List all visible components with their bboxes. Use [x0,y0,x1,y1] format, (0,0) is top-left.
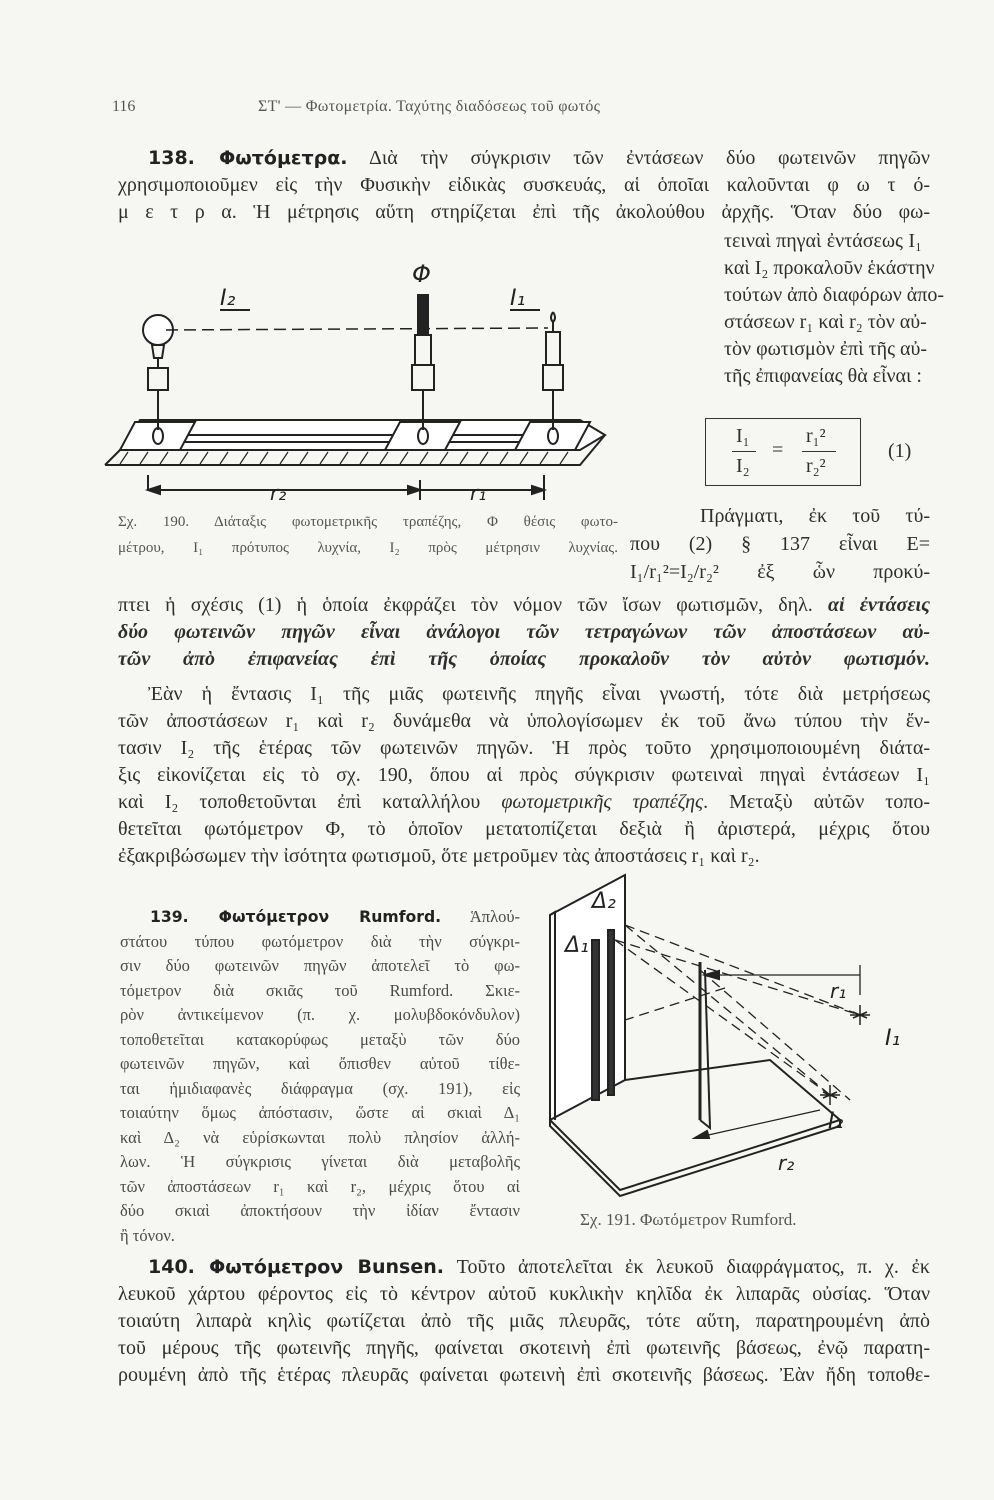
text-segment: λευκοῦ χάρτου φέροντος εἰς τὸ κέντρον αὐτοῦ κυκλικὴν κηλῖδα ἐκ λιπαρᾶς οὐσίας. Ὅταν [118,1283,930,1305]
label-distance-2: r₂ [270,481,287,505]
section-140-line [118,1363,930,1387]
section-138-side-line [724,256,935,280]
text-segment: καὶ Δ₂ νὰ εὑρίσκωνται πολὺ πλησίον ἀλλή- [120,1127,520,1147]
text-segment: Πράγματι, ἐκ τοῦ τύ- [700,505,930,527]
text-segment: καὶ I₂ τοποθετοῦνται ἐπὶ καταλλήλου [118,791,502,813]
section-139-line [120,1004,520,1026]
section-138-body-line [118,709,930,733]
section-138-body-line [118,790,930,814]
text-segment: τῆς ἐπιφανείας θὰ εἶναι : [724,365,922,387]
label-photometer: Φ [412,260,431,288]
label-distance-1: r₁ [470,481,487,505]
text-segment: τοποθετεῖται κατακορύφως μεταξὺ τῶν δύο [120,1029,520,1049]
text-segment: θετεῖται φωτόμετρον Φ, τὸ ὁποῖον μετατοπίζεται δεξιὰ ἢ ἀριστερά, μέχρις ὅτου [118,818,930,840]
equation-number: (1) [888,440,912,462]
section-140-line [118,1336,930,1360]
label-shadow-1: Δ₁ [565,933,589,958]
text-segment: τῶν ἀποστάσεων r₁ καὶ r₂, μέχρις ὅτου αἱ [120,1176,520,1196]
law-statement-line [118,620,930,644]
section-139-line [120,1102,520,1124]
section-138-side-line [724,337,928,361]
text-segment: Ἐὰν ἡ ἔντασις I₁ τῆς μιᾶς φωτεινῆς πηγῆς εἶναι γνωστή, τότε διὰ μετρήσεως [148,683,930,705]
text-segment: μέτρου, I₁ πρότυπος λυχνία, I₂ πρὸς μέτρησιν λυχνίας. [118,540,618,556]
text-segment: δύο σκιαὶ ἀποκτήσουν τὴν ἰδίαν ἔντασιν [120,1201,520,1220]
text-segment: τειναὶ πηγαὶ ἐντάσεως I₁ [724,230,922,252]
text-segment: Διὰ τὴν σύγκρισιν τῶν ἐντάσεων δύο φωτεινῶν πηγῶν [347,147,930,169]
section-heading: 140. Φωτόμετρον Bunsen. [148,1256,444,1278]
text-segment: καὶ I₂ προκαλοῦν ἑκάστην [724,257,935,279]
section-138-side-line [700,504,930,528]
text-segment: I₁/r₁²=I₂/r₂² ἐξ ὧν προκύ- [630,561,930,583]
section-heading: 139. Φωτόμετρον Rumford. [150,907,442,926]
section-138-body-line [118,817,930,841]
section-138-side-line [724,364,922,388]
section-139-line [120,931,520,953]
text-segment: πτει ἡ σχέσις (1) ἡ ὁποία ἐκφράζει τὸν νόμον τῶν ἴσων φωτισμῶν, δηλ. [118,594,828,616]
label-source-2: I₂ [828,1109,844,1134]
section-139-line [120,1176,520,1198]
text-segment: . Μεταξὺ αὐτῶν τοπο- [703,791,931,813]
text-segment: τοιαύτην ὅμως ἀπόστασιν, ὥστε αἱ σκιαὶ Δ₁ [120,1103,520,1122]
fraction-bar [802,451,836,452]
section-139-line [120,1127,520,1149]
figure-190-caption-line [118,512,618,532]
label-source-1: I₁ [510,286,526,311]
text-segment: ξις εἰκονίζεται εἰς τὸ σχ. 190, ὅπου αἱ πρὸς σύγκρισιν φωτειναὶ πηγαὶ ἐντάσεων I₁ [118,764,930,786]
section-139-line [120,1225,520,1247]
emphasized-text: δύο φωτεινῶν πηγῶν εἶναι ἀνάλογοι τῶν τετραγώνων τῶν ἀποστάσεων αὐ- [118,621,930,643]
section-140-line [148,1255,930,1279]
text-segment: χρησιμοποιοῦμεν εἰς τὴν Φυσικὴν εἰδικὰς συσκευάς, αἱ ὁποῖαι καλοῦνται φ ω τ ό- [118,174,930,196]
text-segment: φωτεινῶν πηγῶν, καὶ ὄπισθεν αὐτοῦ τίθε- [120,1054,520,1073]
text-segment: μ ε τ ρ α. Ἡ μέτρησις αὕτη στηρίζεται ἐπὶ τῆς ἀκολούθου ἀρχῆς. Ὅταν δύο φω- [118,201,930,223]
label-source-1: I₁ [885,1026,901,1051]
section-138-line [118,200,930,224]
text-segment: στάτου τύπου φωτόμετρον διὰ τὴν σύγκρι- [120,931,520,951]
section-138-side-line [630,532,930,556]
section-139-line [120,1200,520,1222]
emphasized-text: τῶν ἀπὸ ἐπιφανείας ἐπὶ τῆς ὁποίας προκαλοῦν τὸν αὐτὸν φωτισμόν. [118,648,930,670]
section-139-line [120,1053,520,1075]
label-distance-1: r₁ [830,979,847,1003]
text-segment: Τοῦτο ἀποτελεῖται ἐκ λευκοῦ διαφράγματος, π. χ. ἐκ [443,1256,930,1278]
section-138-body-line [118,736,930,760]
text-segment: τόμετρον διὰ σκιᾶς τοῦ Rumford. Σκιε- [120,980,520,1000]
formula-den-left: I₂ [736,455,750,477]
section-138-body-line [118,844,930,868]
figure-191-rumford-photometer [530,870,930,1205]
law-statement-line [118,593,930,617]
law-statement-line [118,647,930,671]
formula-num-right: r₁² [806,425,826,447]
text-segment: που (2) § 137 εἶναι E= [630,533,930,555]
figure-190-caption-line [118,538,618,558]
text-segment: τούτων ἀπὸ διαφόρων ἀπο- [724,284,945,306]
text-segment: στάσεων r₁ καὶ r₂ τὸν αὐ- [724,311,927,333]
section-138-body-line [148,682,930,706]
section-138-side-line [724,310,927,334]
figure-191-caption: Σχ. 191. Φωτόμετρον Rumford. [580,1210,797,1229]
section-140-line [118,1309,930,1333]
text-segment: Ἁπλού- [441,907,520,926]
text-segment: Σχ. 190. Διάταξις φωτομετρικῆς τραπέζης, Φ θέσις φωτο- [118,514,618,530]
text-segment: ρουμένη ἀπὸ τῆς ἑτέρας πλευρᾶς φαίνεται φωτεινὴ ἐπὶ σκοτεινῆς βάσεως. Ἐὰν ἤδη τοποθε- [118,1364,930,1386]
section-139-line [150,906,520,928]
section-140-line [118,1282,930,1306]
text-segment: ρὸν ἀντικείμενον (π. χ. μολυβδοκόνδυλον) [120,1005,520,1024]
section-139-line [120,1078,520,1100]
section-139-line [120,980,520,1002]
text-segment: ἐξακριβώσωμεν τὴν ἰσότητα φωτισμοῦ, ὅτε μετροῦμεν τὰς ἀποστάσεις r₁ καὶ r₂. [118,845,760,867]
text-segment: ται ἡμιδιαφανὲς διάφραγμα (σχ. 191), εἰς [120,1078,520,1098]
section-138-body-line [118,763,930,787]
section-138-side-line [724,229,922,253]
text-segment: τῶν ἀποστάσεων r₁ καὶ r₂ δυνάμεθα νὰ ὑπολογίσωμεν ἐκ τοῦ ἄνω τύπου τὴν ἔν- [118,710,930,732]
text-segment: τοῦ μέρους τῆς φωτεινῆς πηγῆς, φαίνεται σκοτεινὴ ἐπὶ φωτεινῆς βάσεως, ἐνῷ παρατη- [118,1337,930,1359]
text-segment: τὸν φωτισμὸν ἐπὶ τῆς αὐ- [724,338,928,360]
section-heading: 138. Φωτόμετρα. [148,147,348,169]
text-segment: λων. Ἡ σύγκρισις γίνεται διὰ μεταβολῆς [120,1152,520,1171]
formula-den-right: r₂² [806,455,826,477]
section-138-line [118,173,930,197]
text-segment: σιν δύο φωτεινῶν πηγῶν ἀποτελεῖ τὸ φω- [120,956,520,975]
formula-box [705,418,861,486]
figure-190-photometric-bench [100,250,620,505]
section-138-side-line [630,560,930,584]
section-138-side-line [724,283,945,307]
label-distance-2: r₂ [778,1151,795,1175]
fraction-bar [732,451,756,452]
text-segment: ἢ τόνον. [120,1225,175,1245]
section-139-line [120,955,520,977]
text-segment: τοιαύτη λιπαρὰ κηλὶς φωτίζεται ἀπὸ τῆς μιᾶς πλευρᾶς, τότε αὕτη, παρατηρουμένη ἀπὸ [118,1310,930,1332]
text-segment: τασιν I₂ τῆς ἑτέρας τῶν φωτεινῶν πηγῶν. Ἡ πρὸς τοῦτο χρησιμοποιουμένη διάτα- [118,737,930,759]
label-source-2: I₂ [220,286,236,311]
section-139-line [120,1151,520,1173]
page-number: 116 [112,98,136,115]
section-139-line [120,1029,520,1051]
running-title: ΣΤ' — Φωτομετρία. Ταχύτης διαδόσεως τοῦ φωτός [258,98,601,115]
formula-equals: = [772,439,784,461]
formula-num-left: I₁ [736,425,750,447]
italic-term: φωτομετρικῆς τραπέζης [501,791,704,813]
emphasized-text: αἱ ἐντάσεις [827,594,930,616]
label-shadow-2: Δ₂ [592,889,616,914]
section-138-line [148,146,930,170]
